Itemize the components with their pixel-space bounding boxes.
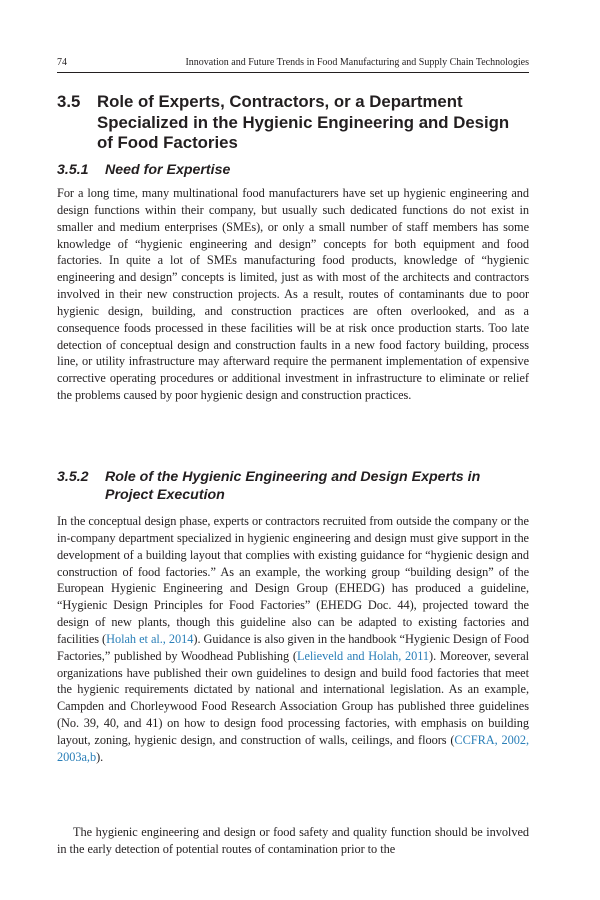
paragraph-food-safety-function: The hygienic engineering and design or food safety and quality function should be involved in the early detection of potential routes of contamination prior to the [57, 825, 529, 856]
subsection-number-1: 3.5.1 [57, 162, 89, 178]
page-number: 74 [57, 57, 67, 68]
citation-link-lelieveld-2011[interactable]: Lelieveld and Holah, 2011 [296, 648, 430, 663]
text-segment: ). Moreover, several organizations have published their own guidelines to design and build food factories that meet the hygienic requirements dictated by national and international legislation. As an example, Campden and Chorleywood Food Research Association Group has published three guidelines (No. 39, 40, and 41) on how to design food processing factories, with emphasis on building layout, zoning, hygienic design, and construction of walls, ceilings, and floors ( [57, 648, 530, 747]
paragraph-project-execution [57, 513, 529, 766]
section-number: 3.5 [57, 92, 81, 111]
subsection-title-2: Role of the Hygienic Engineering and Design Experts in Project Execution [105, 469, 481, 503]
text-segment: ). [96, 749, 104, 764]
running-title: Innovation and Future Trends in Food Manufacturing and Supply Chain Technologies [185, 57, 529, 68]
header-rule [57, 72, 529, 73]
citation-link-holah-2014[interactable]: Holah et al., 2014 [106, 631, 194, 646]
text-segment: In the conceptual design phase, experts or contractors recruited from outside the company or the in-company department specialized in hygienic engineering and design must give support in the development of a building layout that complies with existing guidance for “hygienic design and construction of food factories.” As an example, the working group “building design” of the European Hygienic Engineering and Design Group (EHEDG) has produced a guideline, “Hygienic Design Principles for Food Factories” (EHEDG Doc. 44), projected toward the design of new plants, though this guideline also can be adapted to existing factories and facilities ( [57, 514, 529, 646]
paragraph-need-for-expertise: For a long time, many multinational food manufacturers have set up hygienic engineering and design functions within their company, but usually such dedicated functions do not exist in smaller and medium enterprises (SMEs), or only a small number of staff members has some knowledge of “hygienic engineering and design” concepts for both equipment and food factories. In quite a lot of SMEs manufacturing food products, knowledge of “hygienic engineering and design” concepts is limited, just as with most of the architects and contractors involved in their new construction projects. As a result, routes of contaminants due to poor hygienic design, building, and construction practices are often overlooked, and as a consequence foods processed in these facilities will be at risk once production starts. Too late detection of conceptual design and construction faults in a new food factory building, process line, or utility infrastructure may afterward require the permanent implementation of expensive corrective operating procedures or additional investment in infrastructure to eliminate or relief the problems caused by poor hygienic design and construction practices. [57, 186, 529, 403]
section-title: Role of Experts, Contractors, or a Department Specialized in the Hygienic Engineering and Design of Food Factories [97, 92, 510, 152]
subsection-number-2: 3.5.2 [57, 469, 89, 485]
text-segment: ). Guidance is also given in the handbook “Hygienic Design of Food Factories,” published by Woodhead Publishing ( [57, 631, 529, 663]
subsection-title-1: Need for Expertise [105, 162, 231, 178]
citation-link-ccfra[interactable]: CCFRA, 2002, 2003a,b [57, 732, 529, 764]
